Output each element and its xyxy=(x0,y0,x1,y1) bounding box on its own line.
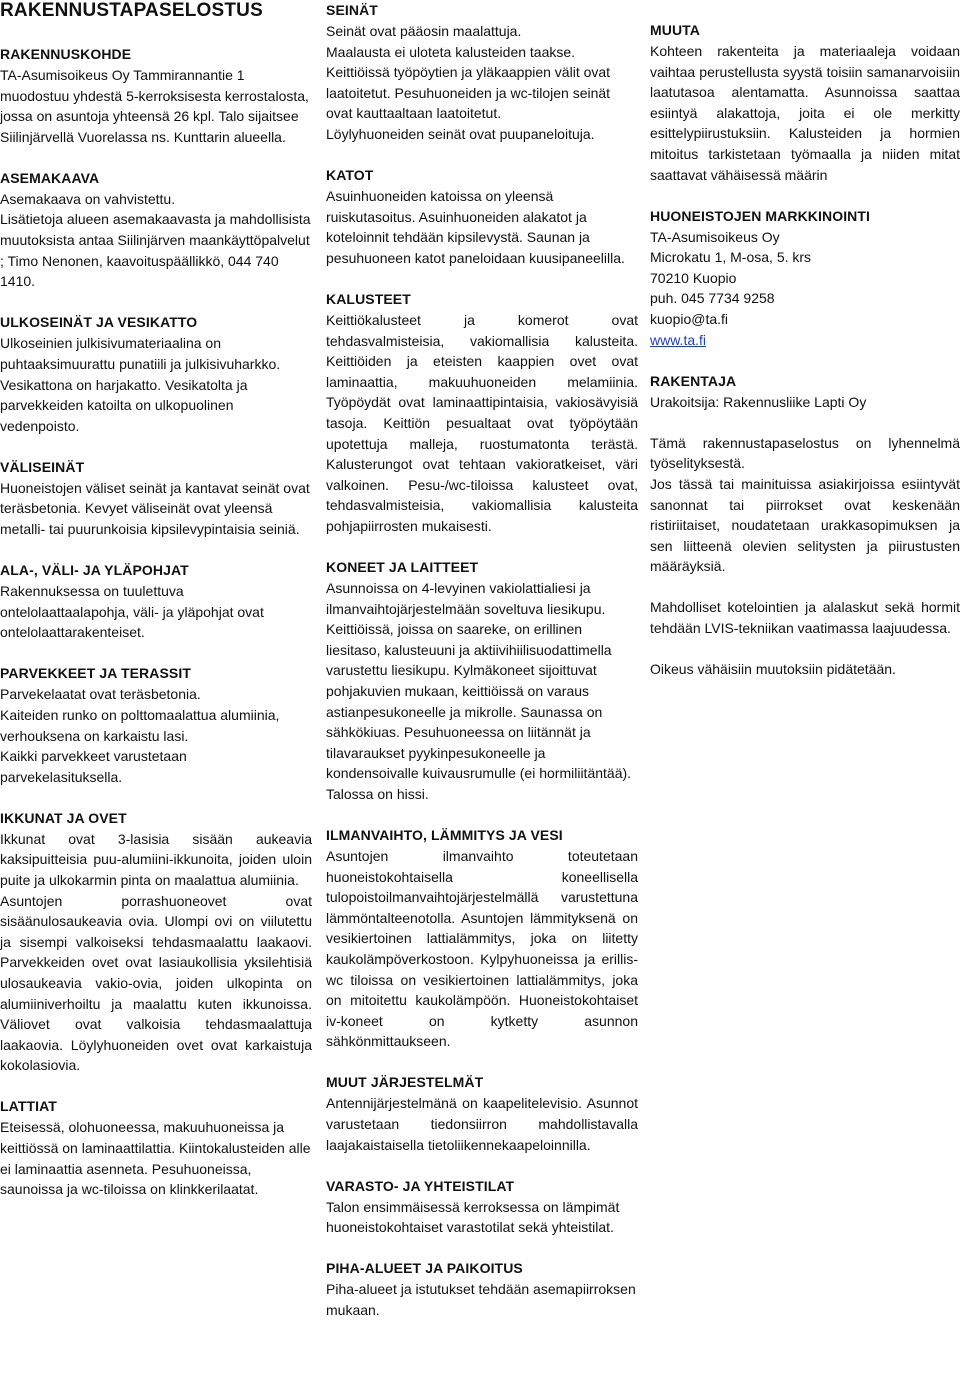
section-heading: SEINÄT xyxy=(326,2,378,18)
section-kalusteet xyxy=(326,289,638,537)
section-text: Piha-alueet ja istutukset tehdään asemapiirroksen mukaan. xyxy=(326,1281,636,1318)
section-heading: ILMANVAIHTO, LÄMMITYS JA VESI xyxy=(326,827,563,843)
section-muut-jarjestelmat xyxy=(326,1072,638,1155)
section-muuta xyxy=(650,20,960,185)
section-seinat xyxy=(326,0,638,145)
section-heading: LATTIAT xyxy=(0,1098,57,1115)
section-heading: VARASTO- JA YHTEISTILAT xyxy=(326,1177,515,1194)
section-heading: MUUTA xyxy=(650,22,701,38)
contact-email: kuopio@ta.fi xyxy=(650,311,729,328)
contact-company: TA-Asumisoikeus Oy xyxy=(650,228,780,245)
contact-postal: 70210 Kuopio xyxy=(650,269,737,286)
section-parvekkeet xyxy=(0,663,312,787)
section-text: Talon ensimmäisessä kerroksessa on lämpimät huoneistokohtaiset varastotilat sekä yhteistilat. xyxy=(326,1198,620,1236)
column-right xyxy=(650,20,960,700)
column-left xyxy=(0,44,312,1220)
section-ulkoseinat xyxy=(0,312,312,436)
note-lyhennelma xyxy=(650,433,960,577)
section-heading: ULKOSEINÄT JA VESIKATTO xyxy=(0,314,198,331)
note-text: Oikeus vähäisiin muutoksiin pidätetään. xyxy=(650,661,896,678)
section-text: Huoneistojen väliset seinät ja kantavat seinät ovat teräsbetonia. Kevyet väliseinät ovat yleensä metalli- tai puurunkoisia kipsilevypintaisia seiniä. xyxy=(0,479,310,537)
section-asemakaava xyxy=(0,168,312,292)
section-text: Vesikattona on harjakatto. Vesikatolta ja parvekkeiden katoilta on ulkopuolinen vedenpoisto. xyxy=(0,376,248,434)
section-varasto xyxy=(326,1176,638,1238)
section-text: Parvekelaatat ovat teräsbetonia. xyxy=(0,686,201,703)
section-text: Eteisessä, olohuoneessa, makuuhuoneissa ja keittiössä on laminaattilattia. Kiintokalusteiden alle ei laminaattia asenneta. Pesuhuoneissa, saunoissa ja wc-tiloissa on klinkkerilaatat. xyxy=(0,1119,311,1198)
section-text: Kaikki parvekkeet varustetaan parvekelasituksella. xyxy=(0,748,187,785)
note-text: Mahdolliset kotelointien ja alalaskut sekä hormit tehdään LVIS-tekniikan vaatimassa laajuudessa. xyxy=(650,599,960,637)
website-link[interactable]: www.ta.fi xyxy=(650,331,707,348)
note-oikeus xyxy=(650,659,960,680)
section-text: Keittiöissä työpöytien ja yläkaappien välit ovat laatoitetut. Pesuhuoneiden ja wc-tilojen seinät ovat kauttaaltaan laatoitetut. xyxy=(326,64,611,122)
section-text: Asemakaava on vahvistettu. xyxy=(0,190,176,207)
page-title: RAKENNUSTAPASELOSTUS xyxy=(0,0,263,21)
section-heading: PIHA-ALUEET JA PAIKOITUS xyxy=(326,1260,523,1277)
section-text: Ikkunat ovat 3-lasisia sisään aukeavia kaksipuitteisia puu-alumiini-ikkunoita, joiden uloin puite ja ulkokarmin pinta on maalattua alumiinia. xyxy=(0,830,312,889)
note-text: Tämä rakennustapaselostus on lyhennelmä työselityksestä. xyxy=(650,434,960,472)
section-heading: VÄLISEINÄT xyxy=(0,458,85,475)
section-text: Ulkoseinien julkisivumateriaalina on puhtaaksimuurattu punatiili ja julkisivuharkko. xyxy=(0,335,281,372)
note-kotelointi xyxy=(650,597,960,638)
section-heading: RAKENNUSKOHDE xyxy=(0,46,132,62)
section-text: Asunnoissa on 4-levyinen vakiolattialiesi ja ilmanvaihtojärjestelmään soveltuva liesikupu. Keittiöissä, joissa on saareke, on erillinen liesitaso, kalusteuuni ja aktiivihiilisuodattimella varustettu liesikupu. Kylmäkoneet sijoittuvat pohjakuvien mukaan, keittiöissä on varaus astianpesukoneelle ja mikrolle. Saunassa on sähkökiuas. Pesuhuoneessa on liitännät ja tilavaraukset pyykinpesukoneelle ja kondensoivalle kuivausrumulle (ei hormiliitäntää). Talossa on hissi. xyxy=(326,579,632,802)
section-heading: KATOT xyxy=(326,167,374,184)
section-heading: ASEMAKAAVA xyxy=(0,169,100,186)
section-ilmanvaihto xyxy=(326,825,638,1052)
section-ikkunat xyxy=(0,808,312,1076)
section-text: Urakoitsija: Rakennusliike Lapti Oy xyxy=(650,393,867,410)
section-text: Seinät ovat pääosin maalattuja. xyxy=(326,23,522,39)
section-text: Asuinhuoneiden katoissa on yleensä ruiskutasoitus. Asuinhuoneiden alakatot ja koteloinnit tehdään kipsilevystä. Saunan ja pesuhuoneen katot paneloidaan kuusipaneelilla. xyxy=(326,188,625,266)
section-text: TA-Asumisoikeus Oy Tammirannantie 1 muodostuu yhdestä 5-kerroksisesta kerrostalosta, jossa on asuntoja yhteensä 26 kpl. Talo sijaitsee Siilinjärvellä Vuorelassa ns. Kunttarin alueella. xyxy=(0,67,309,145)
section-text: Keittiökalusteet ja komerot ovat tehdasvalmisteisia, vakiomallisia kalusteita. Keittiöiden ja eteisten kaappien ovet ovat laminaattia, makuuhuoneiden melamiinia. Työpöydät ovat laminaattipintaisia, vakiosävyisiä tasoja. Keittiön pesualtaat ovat työpöytään upotettuja malleja, ruostumatonta terästä. Kalusterungot ovat tehtaan vakioratkeiset, väri valkoinen. Pesu-/wc-tiloissa kalusteet ovat, tehdasvalmisteisia, vakiomallisia kalusteita pohjapiirrosten mukaisesti. xyxy=(326,311,638,534)
section-lattiat xyxy=(0,1096,312,1199)
section-text: Asuntojen ilmanvaihto toteutetaan huoneistokohtaisella koneellisella tulopoistoilmanvaihtojärjestelmällä varustettuna lämmöntalteenotolla. Asuntojen lämmityksenä on vesikiertoinen lattialämmitys, joka on liitetty kaukolämpöverkostoon. Kylpyhuoneissa ja erillis-wc tiloissa on vesikiertoinen lattialämmitys, joka on mitoitettu kaukolämpöön. Huoneistokohtaiset iv-koneet on kytketty asunnon sähkönmittaukseen. xyxy=(326,848,638,1050)
note-text: Jos tässä tai mainituissa asiakirjoissa esiintyvät sanonnat tai piirrokset ovat keskenään ristiriitaiset, noudatetaan urakkasopimuksen ja sen liitteenä olevien selitysten ja piirustusten määräyksiä. xyxy=(650,476,960,575)
section-pohjat xyxy=(0,560,312,643)
section-heading: PARVEKKEET JA TERASSIT xyxy=(0,665,191,682)
section-text: Antennijärjestelmänä on kaapelitelevisio. Asunnot varustetaan tiedonsiirron mahdollistavalla laajakaistaisella tietoliikennekaapeloinnilla. xyxy=(326,1095,638,1153)
column-middle xyxy=(326,0,638,1341)
section-heading: ALA-, VÄLI- JA YLÄPOHJAT xyxy=(0,562,189,579)
section-piha xyxy=(326,1258,638,1320)
section-rakennuskohde xyxy=(0,44,312,147)
section-text: Löylyhuoneiden seinät ovat puupaneloituja. xyxy=(326,125,595,142)
section-heading: RAKENTAJA xyxy=(650,372,737,389)
section-valiseinat xyxy=(0,457,312,540)
section-heading: MUUT JÄRJESTELMÄT xyxy=(326,1074,484,1091)
contact-address: Microkatu 1, M-osa, 5. krs xyxy=(650,249,812,266)
section-markkinointi xyxy=(650,206,960,351)
section-text: Asuntojen porrashuoneovet ovat sisäänulosaukeavia ovia. Ulompi ovi on viilutettu ja sisempi valkoiseksi tehdasmaalattu laakaovi. Parvekkeiden ovet ovat lasiaukollisia yksilehtisiä ulosaukeavia vakio-ovia, joiden ulkopinta on alumiiniverhoiltu ja maalattu kuten ikkunoissa. Väliovet ovat valkoisia tehdasmaalattuja laakaovia. Löylyhuoneiden ovet ovat karkaistuja kokolasiovia. xyxy=(0,892,312,1074)
section-text: Rakennuksessa on tuulettuva ontelolaattaalapohja, väli- ja yläpohjat ovat ontelolaattarakenteiset. xyxy=(0,583,264,641)
section-heading: IKKUNAT JA OVET xyxy=(0,809,127,826)
section-rakentaja xyxy=(650,371,960,413)
section-text: Lisätietoja alueen asemakaavasta ja mahdollisista muutoksista antaa Siilinjärven maankäyttöpalvelut ; Timo Nenonen, kaavoituspäällikkö, 044 740 1410. xyxy=(0,211,311,290)
section-koneet xyxy=(326,557,638,805)
section-heading: KONEET JA LAITTEET xyxy=(326,558,479,575)
section-heading: KALUSTEET xyxy=(326,290,411,307)
section-text: Kohteen rakenteita ja materiaaleja voidaan vaihtaa perustellusta syystä toisiin samanarvoisiin laatutasoa alentamatta. Asunnoissa saattaa esiintyä alakattoja, joita ei ole merkitty esittelypiirustuksiin. Kalusteiden ja hormien mitoitus tarkistetaan työmaalla ja niiden mitat saattavat vähäisessä määrin xyxy=(650,43,960,183)
section-text: Kaiteiden runko on polttomaalattua alumiinia, verhouksena on karkaistu lasi. xyxy=(0,706,280,744)
contact-phone: puh. 045 7734 9258 xyxy=(650,290,775,307)
section-heading: HUONEISTOJEN MARKKINOINTI xyxy=(650,207,871,224)
section-text: Maalausta ei uloteta kalusteiden taakse. xyxy=(326,43,576,60)
section-katot xyxy=(326,165,638,268)
